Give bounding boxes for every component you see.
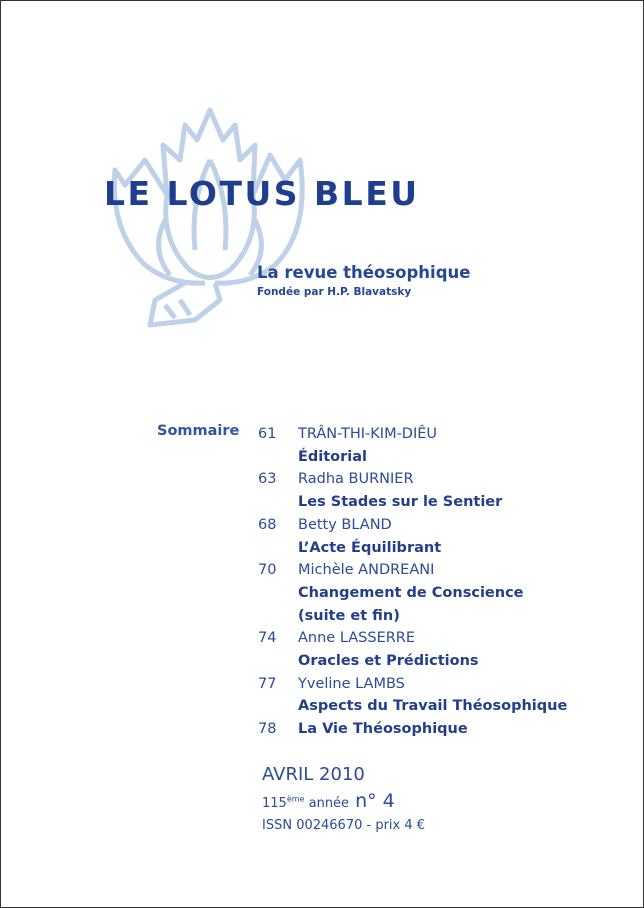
year-word: année [308, 796, 350, 811]
article-title: L’Acte Équilibrant [298, 539, 442, 556]
toc-entry-line [258, 627, 567, 650]
page-number [258, 695, 298, 718]
contents-label: Sommaire [157, 423, 240, 439]
toc-entry-line [258, 605, 567, 628]
article-author: TRÂN-THI-KIM-DIÊU [298, 426, 438, 442]
toc-entry-line [258, 514, 567, 537]
toc-entry-line [258, 423, 567, 446]
magazine-subtitle: La revue théosophique [257, 263, 471, 282]
article-title: Les Stades sur le Sentier [298, 494, 503, 511]
issue-year [262, 790, 395, 812]
page-number [258, 605, 298, 628]
page-number: 74 [258, 630, 277, 647]
article-title: Éditorial [298, 448, 368, 465]
page-number [258, 650, 298, 673]
table-of-contents [258, 423, 567, 741]
toc-entry-line [258, 446, 567, 469]
year-suffix: ème [286, 794, 305, 804]
toc-entry-line [258, 718, 567, 741]
article-title: Oracles et Prédictions [298, 653, 479, 670]
article-author: Radha BURNIER [298, 471, 414, 488]
page-number: 63 [258, 471, 277, 488]
article-title: Changement de Conscience [298, 584, 524, 601]
year-number: 115 [262, 796, 287, 811]
page-number [258, 582, 298, 605]
toc-entry-line [258, 468, 567, 491]
toc-entry-line [258, 695, 567, 718]
magazine-title: LE LOTUS BLEU [104, 174, 420, 213]
article-author: Anne LASSERRE [298, 630, 416, 647]
toc-entry-line [258, 537, 567, 560]
page-number: 77 [258, 675, 277, 692]
page-number [258, 491, 298, 514]
article-title: Aspects du Travail Théosophique [298, 698, 568, 715]
toc-entry-line [258, 673, 567, 696]
toc-entry-line [258, 650, 567, 673]
page-number: 61 [258, 426, 277, 442]
issue-number: n° 4 [355, 790, 395, 812]
page-number: 68 [258, 516, 277, 533]
page-number: 78 [258, 721, 277, 738]
article-author: Yveline LAMBS [298, 675, 405, 692]
issn-price: ISSN 00246670 - prix 4 € [262, 818, 426, 833]
issue-date: AVRIL 2010 [262, 764, 365, 785]
toc-entry-line [258, 582, 567, 605]
page-number [258, 537, 298, 560]
article-title: (suite et fin) [298, 607, 400, 624]
founder-line: Fondée par H.P. Blavatsky [257, 286, 412, 298]
toc-entry-line [258, 559, 567, 582]
page-number: 70 [258, 562, 277, 579]
lotus-logo-icon [105, 100, 315, 335]
page-number [258, 446, 298, 469]
toc-entry-line [258, 491, 567, 514]
article-title: La Vie Théosophique [298, 721, 468, 738]
article-author: Betty BLAND [298, 516, 392, 533]
article-author: Michèle ANDREANI [298, 562, 435, 579]
